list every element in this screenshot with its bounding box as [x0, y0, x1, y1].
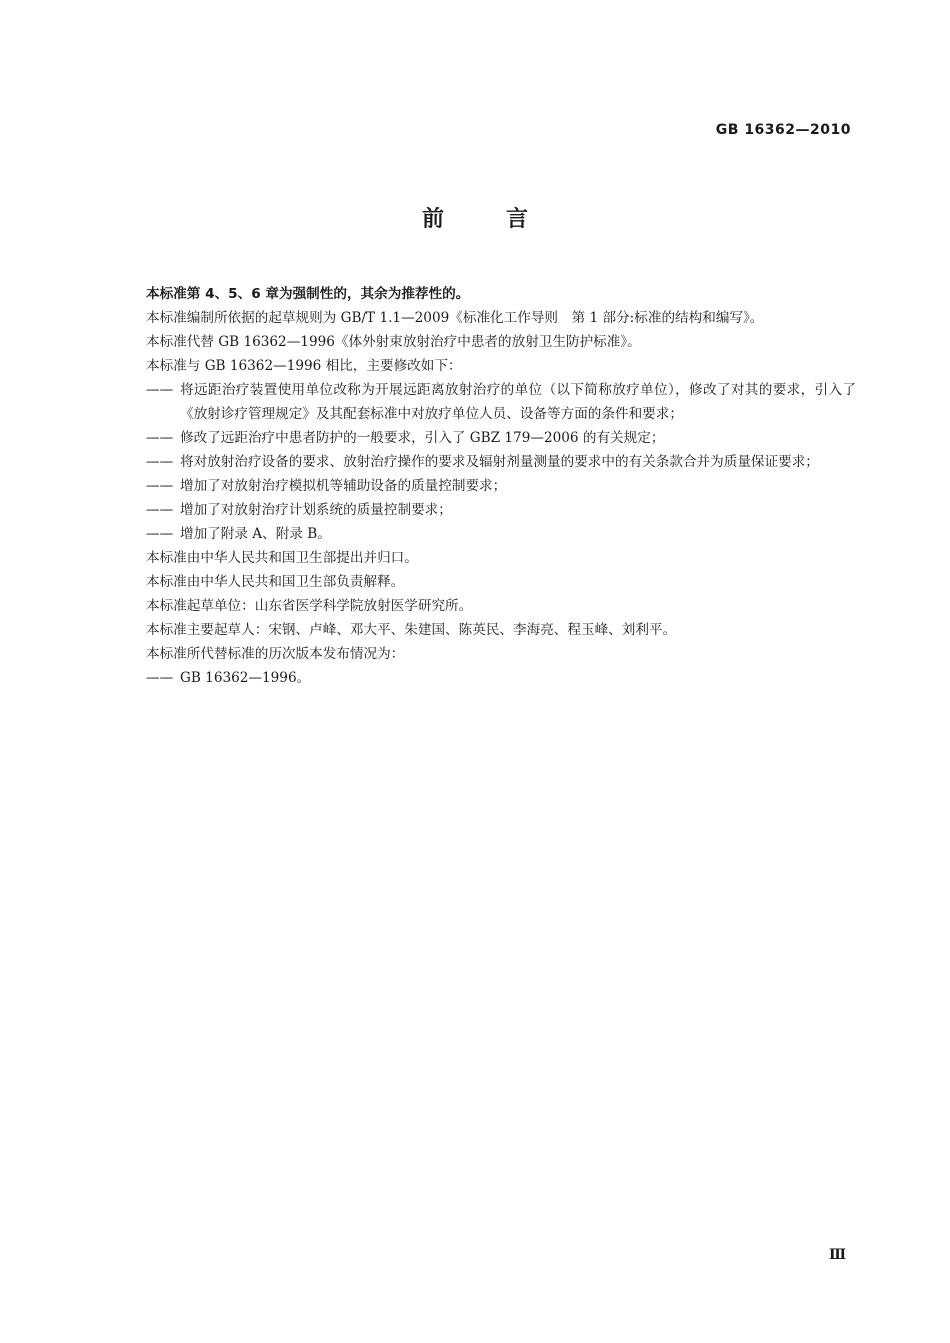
change-item	[146, 378, 856, 426]
page-title: 前言	[421, 207, 590, 232]
change-item	[146, 474, 856, 498]
interpreter-paragraph: 本标准由中华人民共和国卫生部负责解释。	[146, 574, 405, 590]
drafters-paragraph: 本标准主要起草人：宋钢、卢峰、邓大平、朱建国、陈英民、李海亮、程玉峰、刘利平。	[146, 622, 677, 638]
drafting-rules-paragraph: 本标准编制所依据的起草规则为 GB/T 1.1—2009《标准化工作导则 第 1 部分:标准的结构和编写》。	[146, 310, 764, 326]
list-dash: ——	[146, 526, 174, 542]
page-number: Ⅲ	[828, 1247, 846, 1263]
list-dash: ——	[146, 502, 174, 518]
foreword-body	[146, 282, 856, 690]
standard-code: GB 16362—2010	[715, 122, 851, 138]
list-dash: ——	[146, 670, 174, 686]
change-item-text: 增加了对放射治疗模拟机等辅助设备的质量控制要求；	[180, 478, 507, 494]
change-item-text: 增加了附录 A、附录 B。	[180, 526, 331, 542]
change-item-text: 增加了对放射治疗计划系统的质量控制要求；	[180, 502, 452, 518]
mandatory-clause-paragraph: 本标准第 4、5、6 章为强制性的，其余为推荐性的。	[146, 286, 470, 302]
change-item	[146, 522, 856, 546]
history-item	[146, 666, 856, 690]
change-item-text: 将对放射治疗设备的要求、放射治疗操作的要求及辐射剂量测量的要求中的有关条款合并为质量保证要求；	[180, 454, 819, 470]
change-item	[146, 426, 856, 450]
replaces-paragraph: 本标准代替 GB 16362—1996《体外射束放射治疗中患者的放射卫生防护标准》。	[146, 334, 641, 350]
proposer-paragraph: 本标准由中华人民共和国卫生部提出并归口。	[146, 550, 418, 566]
history-item-text: GB 16362—1996。	[180, 670, 311, 686]
change-item	[146, 498, 856, 522]
history-intro-paragraph: 本标准所代替标准的历次版本发布情况为：	[146, 646, 405, 662]
list-dash: ——	[146, 454, 174, 470]
drafting-unit-paragraph: 本标准起草单位：山东省医学科学院放射医学研究所。	[146, 598, 473, 614]
list-dash: ——	[146, 478, 174, 494]
list-dash: ——	[146, 382, 174, 398]
change-item	[146, 450, 856, 474]
change-item-text: 修改了远距治疗中患者防护的一般要求，引入了 GBZ 179—2006 的有关规定；	[180, 430, 665, 446]
change-item-text: 将远距治疗装置使用单位改称为开展远距离放射治疗的单位（以下简称放疗单位），修改了对其的要求，引入了《放射诊疗管理规定》及其配套标准中对放疗单位人员、设备等方面的条件和要求；	[180, 382, 856, 422]
list-dash: ——	[146, 430, 174, 446]
changes-intro-paragraph: 本标准与 GB 16362—1996 相比，主要修改如下：	[146, 358, 462, 374]
